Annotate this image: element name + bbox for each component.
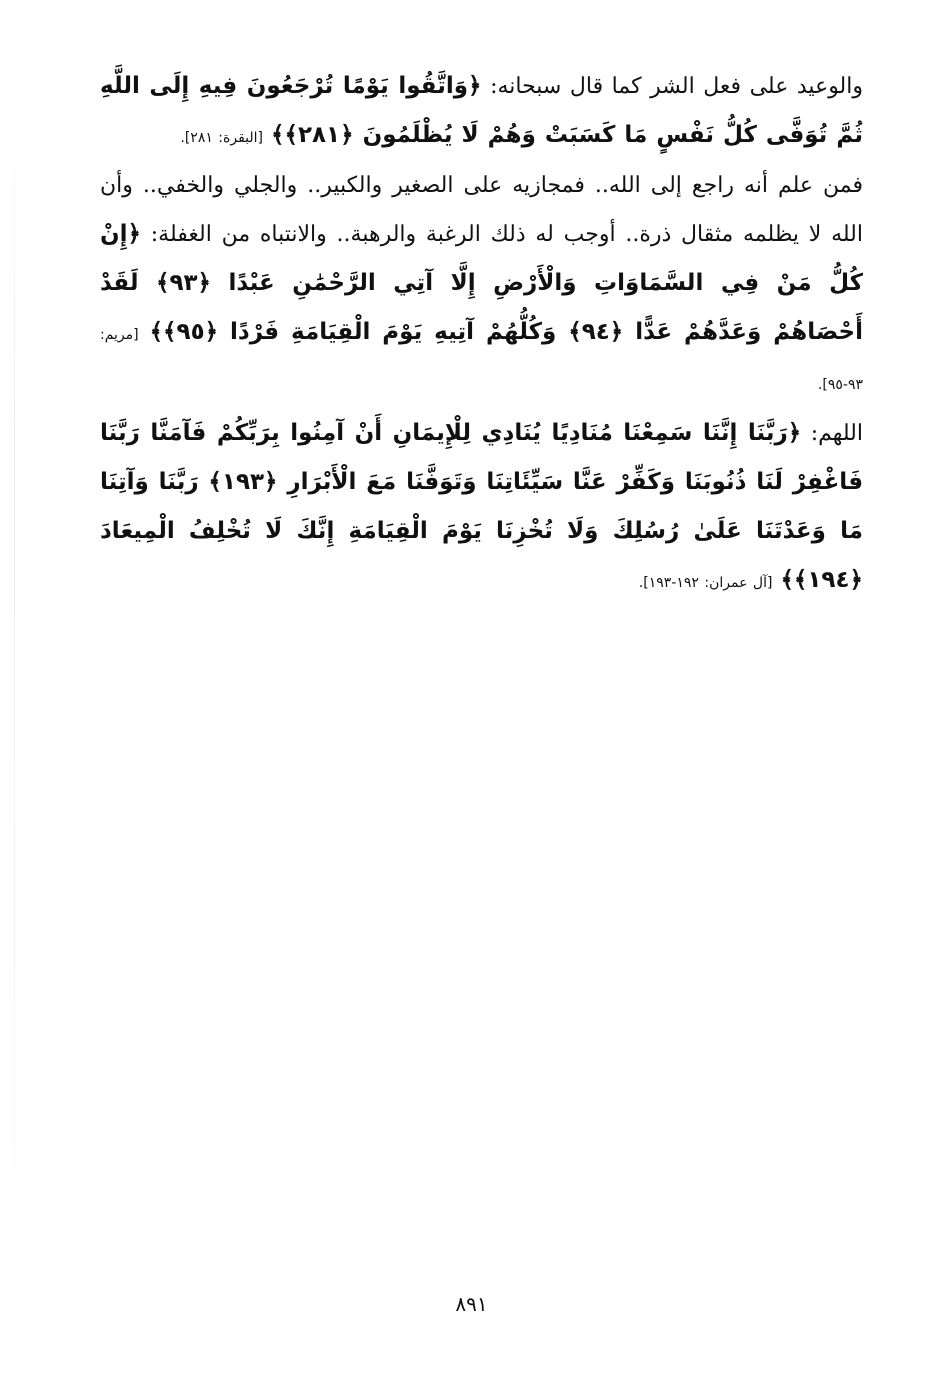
paragraph-warning xyxy=(100,62,863,162)
quran-verse: ﴿رَبَّنَا إِنَّنَا سَمِعْنَا مُنَادِيًا يُنَادِي لِلْإِيمَانِ أَنْ آمِنُوا بِرَبِّكُمْ فَآمَنَّا رَبَّنَا فَاغْفِرْ لَنَا ذُنُوبَنَا وَكَفِّرْ عَنَّا سَيِّئَاتِنَا وَتَوَفَّنَا مَعَ الْأَبْرَارِ ﴿١٩٣﴾ رَبَّنَا وَآتِنَا مَا وَعَدْتَنَا عَلَىٰ رُسُلِكَ وَلَا تُخْزِنَا يَوْمَ الْقِيَامَةِ إِنَّكَ لَا تُخْلِفُ الْمِيعَادَ ﴿١٩٤﴾﴾ xyxy=(100,420,863,593)
paragraph-intro: فمن علم أنه راجع إلى الله.. فمجازيه على الصغير والكبير.. والجلي والخفي.. وأن الله لا يظلمه مثقال ذرة.. أوجب له ذلك الرغبة والرهبة.. والانتباه من الغفلة: xyxy=(100,173,863,247)
body-text xyxy=(100,62,863,607)
verse-reference: [مريم: ٩٣-٩٥]. xyxy=(100,327,863,393)
verse-reference: [آل عمران: ١٩٢-١٩٣]. xyxy=(638,575,773,591)
paragraph-intro: والوعيد على فعل الشر كما قال سبحانه: xyxy=(490,74,863,99)
quran-verse: ﴿إِنْ كُلُّ مَنْ فِي السَّمَاوَاتِ وَالْأَرْضِ إِلَّا آتِي الرَّحْمَٰنِ عَبْدًا ﴿٩٣﴾ لَقَدْ أَحْصَاهُمْ وَعَدَّهُمْ عَدًّا ﴿٩٤﴾ وَكُلُّهُمْ آتِيهِ يَوْمَ الْقِيَامَةِ فَرْدًا ﴿٩٥﴾﴾ xyxy=(100,221,864,345)
paragraph-supplication xyxy=(100,409,863,607)
scan-edge-shadow xyxy=(14,80,15,1300)
paragraph-return-to-god xyxy=(100,162,863,409)
quran-verse: ﴿وَاتَّقُوا يَوْمًا تُرْجَعُونَ فِيهِ إِلَى اللَّهِ ثُمَّ تُوَفَّى كُلُّ نَفْسٍ مَا كَسَبَتْ وَهُمْ لَا يُظْلَمُونَ ﴿٢٨١﴾﴾ xyxy=(100,73,863,148)
paragraph-intro: اللهم: xyxy=(810,421,863,446)
page-number: ٨٩١ xyxy=(455,1292,488,1316)
verse-reference: [البقرة: ٢٨١]. xyxy=(180,130,264,146)
